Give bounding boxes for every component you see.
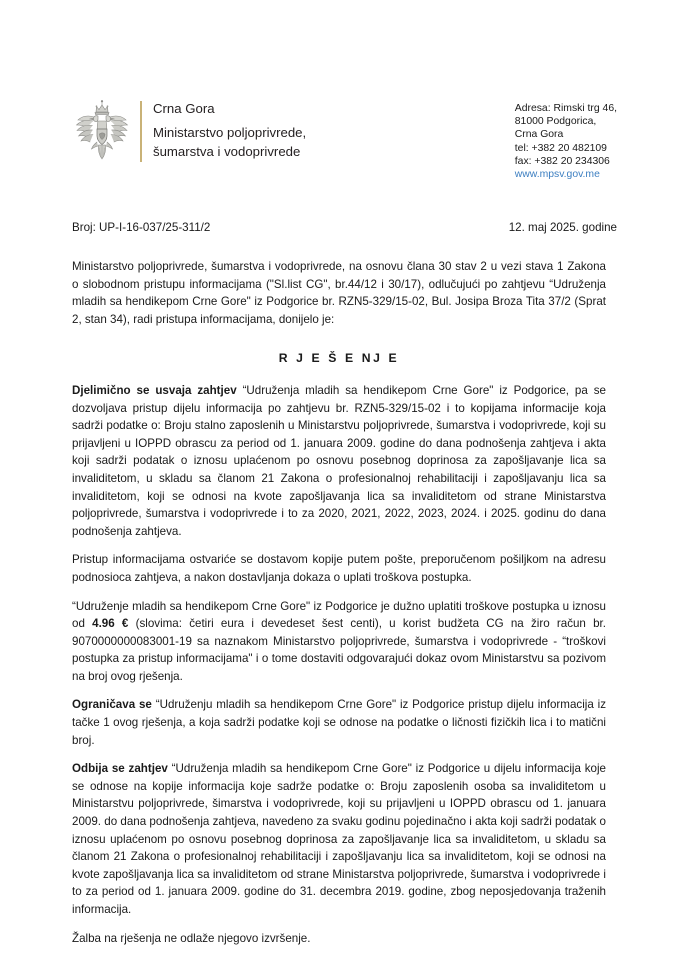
decision-heading: R J E Š E NJ E xyxy=(278,351,400,366)
fee-text-before: “Udruženje mladih sa hendikepom Crne Gore" iz Podgorice je dužno uplatiti troškove postupka u iznosu od xyxy=(72,599,606,631)
address-block xyxy=(515,98,617,181)
document-body xyxy=(72,258,606,947)
paragraph-appeal: Žalba na rješenja ne odlaže njegovo izvršenje. xyxy=(72,931,311,945)
ministry-name-block xyxy=(153,98,306,161)
clause-2-body: “Udruženju mladih sa hendikepom Crne Gore" iz Podgorice pristup dijelu informacija iz tačke 1 ovog rješenja, a koja sadrži podatke koji se odnose na podatke o ličnosti fizičkih lica i to matični broj. xyxy=(72,698,606,747)
country-label: Crna Gora xyxy=(153,101,215,116)
clause-3-body: “Udruženja mladih sa hendikepom Crne Gore" iz Podgorice u dijelu informacija koje se odnose na kopije informacija koje sadrže podatke o: Broju zaposlenih osoba sa invaliditetom u Ministarstvu poljoprivrede, šimarstva i vodoprivrede, koji su prijavljeni u IOPPD obrascu od 1. januara 2009. do dana podnošenja zahtjeva, navedeno za svaku godinu pojedinačno i akta koji sadrži podatak o iznosu uplaćenom po osnovu posebnog doprinosa za zapošljavanje lica sa invaliditetom, u skladu sa članom 21 Zakona o profesionalnoj rehabilitaciji i zapošljavanju lica sa invaliditetom, koji se odnosi na kvote zapošljavanja lica sa invaliditetom od strane Ministarstva poljoprivrede, šumarstva i vodoprivrede i to za period od 1. januara 2009. godine do 31. decembra 2019. godine, zbog neposjedovanja traženih informacija. xyxy=(72,762,606,916)
ministry-name-line-1: Ministarstvo poljoprivrede, xyxy=(153,125,307,140)
address-telephone: tel: +382 20 482109 xyxy=(514,142,607,154)
brand-divider xyxy=(140,101,142,162)
address-country: Crna Gora xyxy=(514,129,564,141)
website-link[interactable]: www.mpsv.gov.me xyxy=(514,169,600,181)
clause-1-body: “Udruženja mladih sa hendikepom Crne Gore" iz Podgorice, pa se dozvoljava pristup dijelu informacija po zahtjevu br. RZN5-329/15-02 i to kopijama informacije koja sadrži podatke o: Broju stalno zaposlenih u Ministarstvu poljoprivrede, šumarstva i vodoprivrede, koji su prijavljeni u IOPPD obrascu za period od 1. januara 2009. godine do dana podnošenja zahtjeva i akta koji sadrži podatak o iznosu uplaćenom po osnovu posebnog doprinosa za zapošljavanje lica sa invaliditetom, u skladu sa članom 21 Zakona o profesionalnoj rehabilitaciji i zapošljavanju lica sa invaliditetom, koji se odnosi na kvote zapošljavanja lica sa invaliditetom od strane Ministarstva poljoprivrede, šumarstva i vodoprivrede i to za 2020, 2021, 2022, 2023, 2024. i 2025. godinu do dana podnošenja zahtjeva. xyxy=(72,383,606,538)
ministry-branding xyxy=(72,98,306,165)
montenegro-coat-of-arms-icon xyxy=(72,99,132,165)
ministry-name-line-2: šumarstva i vodoprivrede xyxy=(153,144,301,159)
address-street: Adresa: Rimski trg 46, xyxy=(514,103,617,114)
intro-paragraph: Ministarstvo poljoprivrede, šumarstva i vodoprivrede, na osnovu člana 30 stav 2 u vezi stava 1 Zakona o slobodnom pristupu informacijama ("Sl.list CG", br.44/12 i 30/17), odlučujući po zahtjevu “Udruženja mladih sa hendikepom Crne Gore" iz Podgorice br. RZN5-329/15-02, Bul. Josipa Broza Tita 37/2 (Sprat 2, stan 34), radi pristupa informacijama, donijelo je: xyxy=(72,260,606,326)
paragraph-fee xyxy=(72,598,606,686)
clause-restricted xyxy=(72,696,606,749)
clause-2-lead: Ograničava se xyxy=(72,698,152,712)
fee-amount: 4.96 € xyxy=(92,617,129,631)
reference-line xyxy=(72,220,617,236)
clause-3-lead: Odbija se zahtjev xyxy=(72,762,168,776)
address-fax: fax: +382 20 234306 xyxy=(514,155,610,167)
document-date: 12. maj 2025. godine xyxy=(508,221,617,234)
clause-partially-granted xyxy=(72,382,606,540)
document-number: Broj: UP-I-16-037/25-311/2 xyxy=(72,221,211,234)
clause-rejected xyxy=(72,760,606,918)
address-city: 81000 Podgorica, xyxy=(514,116,597,128)
letterhead xyxy=(0,98,679,181)
paragraph-delivery: Pristup informacijama ostvariće se dostavom kopije putem pošte, preporučenom pošiljkom na adresu podnosioca zahtjeva, a nakon dostavljanja dokaza o uplati troškova postupka. xyxy=(72,553,606,584)
clause-1-lead: Djelimično se usvaja zahtjev xyxy=(72,383,237,397)
fee-text-after: (slovima: četiri eura i devedeset šest centi), u korist budžeta CG na žiro račun br. 9070000000083001-19 sa naznakom Ministarstvo poljoprivrede, šumarstva i vodoprivrede - “troškovi postupka za pristup informacijama" i o tome dostaviti odgovarajući dokaz ovom Ministarstvu sa pozivom na broj ovog rješenja. xyxy=(72,617,606,683)
